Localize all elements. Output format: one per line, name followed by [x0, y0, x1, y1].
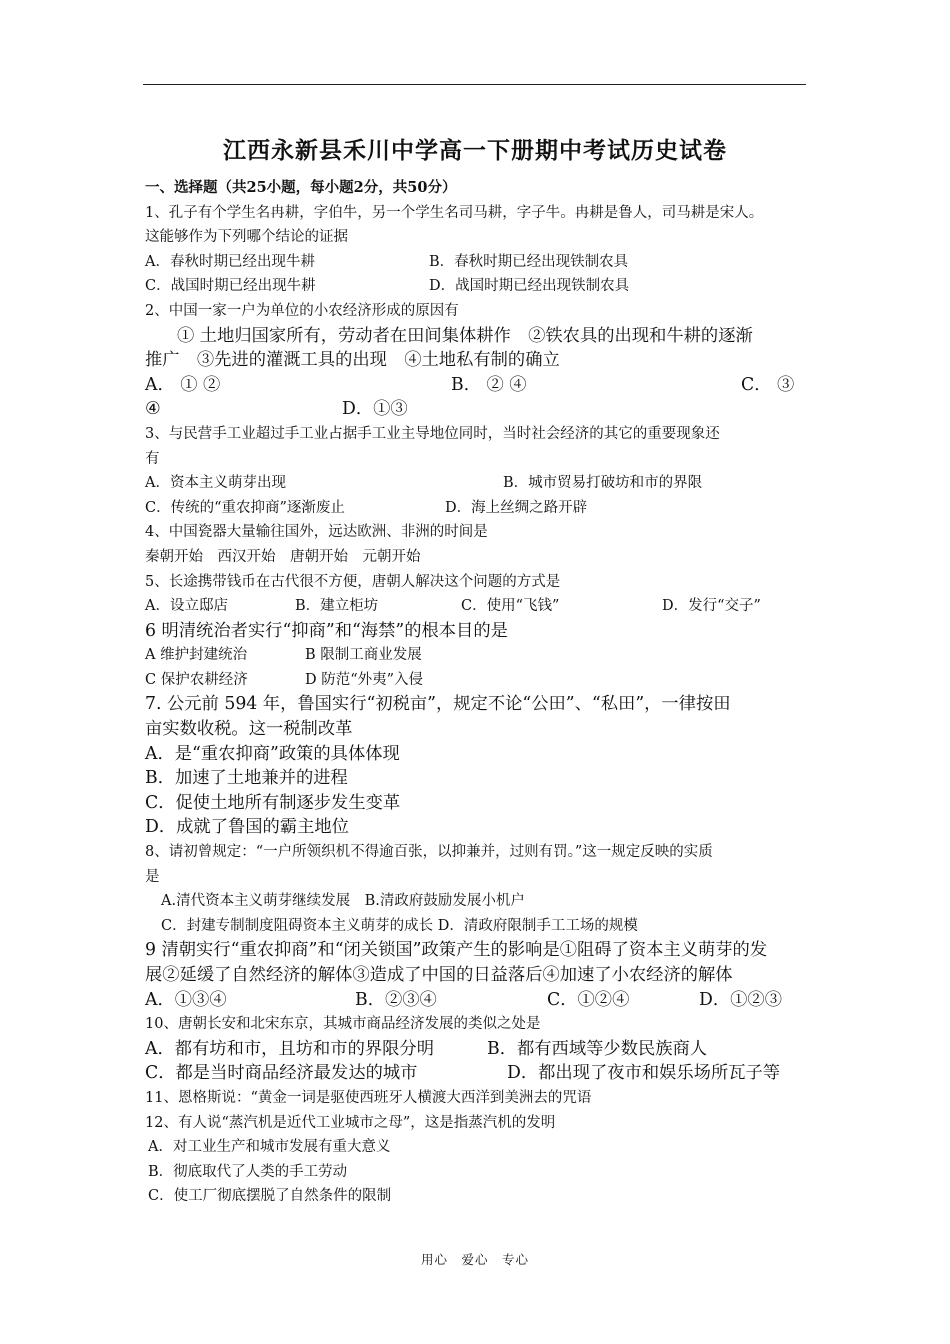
question-4-stem: 4、中国瓷器大量输往国外，远达欧洲、非洲的时间是 — [145, 524, 488, 541]
question-10-options-ab — [145, 1037, 813, 1062]
page-footer: 用心 爱心 专心 — [420, 1252, 529, 1267]
option-d: D．①②③ — [699, 989, 782, 1010]
question-5-options — [145, 594, 813, 619]
question-7-option-c: C．促使土地所有制逐步发生变革 — [145, 792, 401, 813]
option-d: D．战国时期已经出现铁制农具 — [429, 278, 630, 295]
header-rule — [143, 84, 806, 85]
question-12-option-a: A．对工业生产和城市发展有重大意义 — [148, 1139, 391, 1156]
option-b: B．城市贸易打破坊和市的界限 — [503, 475, 703, 492]
option-d: D．海上丝绸之路开辟 — [445, 499, 588, 516]
option-d: D．都出现了夜市和娱乐场所瓦子等 — [507, 1063, 781, 1084]
question-9-stem: 9 清朝实行“重农抑商”和“闭关锁国”政策产生的影响是①阻碍了资本主义萌芽的发 — [145, 940, 768, 961]
option-a: A 维护封建统治 — [145, 647, 248, 664]
option-a: A． ① ② — [145, 374, 221, 395]
question-8-stem: 8、请初曾规定：“一户所领织机不得逾百张，以抑兼并，过则有罚。”这一规定反映的实质 — [145, 844, 713, 861]
option-c: C． ③ — [741, 374, 795, 395]
option-b: B． ② ④ — [451, 374, 527, 395]
question-5-stem: 5、长途携带钱币在古代很不方便，唐朝人解决这个问题的方式是 — [145, 573, 561, 590]
option-d: D．①③ — [342, 399, 408, 420]
question-2-options-d — [145, 397, 813, 422]
option-c: C．传统的“重农抑商”逐渐废止 — [145, 499, 345, 516]
question-6-options-cd — [145, 668, 813, 693]
question-10-options-cd — [145, 1061, 813, 1086]
option-b: B．都有西域等少数民族商人 — [487, 1038, 708, 1059]
question-11-stem: 11、恩格斯说：“黄金一词是驱使西班牙人横渡大西洋到美洲去的咒语 — [145, 1089, 592, 1106]
question-2-options-abc — [145, 373, 813, 398]
question-4-options: 秦朝开始 西汉开始 唐朝开始 元朝开始 — [145, 548, 421, 565]
question-12-option-b: B．彻底取代了人类的手工劳动 — [148, 1163, 348, 1180]
question-3-stem: 3、与民营手工业超过手工业占据手工业主导地位同时，当时社会经济的其它的重要现象还 — [145, 425, 720, 442]
question-7-option-d: D．成就了鲁国的霸主地位 — [145, 817, 349, 838]
question-6-options-ab — [145, 643, 813, 668]
option-a: A．资本主义萌芽出现 — [145, 475, 286, 492]
question-9-options — [145, 988, 813, 1013]
question-1-stem-cont: 这能够作为下列哪个结论的证据 — [145, 229, 348, 246]
question-12-stem: 12、有人说“蒸汽机是近代工业城市之母”，这是指蒸汽机的发明 — [145, 1114, 556, 1131]
question-2-choices-cont: 推广 ③先进的灌溉工具的出现 ④土地私有制的确立 — [145, 350, 560, 371]
question-12-option-c: C．使工厂彻底摆脱了自然条件的限制 — [148, 1188, 392, 1205]
question-3-stem-cont: 有 — [145, 450, 160, 467]
question-8-stem-cont: 是 — [145, 868, 160, 885]
question-10-stem: 10、唐朝长安和北宋东京，其城市商品经济发展的类似之处是 — [145, 1016, 541, 1033]
option-a: A．春秋时期已经出现牛耕 — [145, 253, 315, 270]
option-b: B．春秋时期已经出现铁制农具 — [429, 253, 629, 270]
question-7-stem: 7. 公元前 594 年，鲁国实行“初税亩”，规定不论“公田”、“私田”，一律按田 — [145, 694, 731, 715]
option-d: D 防范“外夷”入侵 — [305, 671, 424, 688]
option-d: D．发行“交子” — [662, 598, 761, 615]
question-9-stem-cont: 展②延缓了自然经济的解体③造成了中国的日益落后④加速了小农经济的解体 — [145, 965, 733, 985]
option-c: C．使用“飞钱” — [461, 598, 560, 615]
option-b: B．建立柜坊 — [295, 598, 379, 615]
question-2-stem: 2、中国一家一户为单位的小农经济形成的原因有 — [145, 302, 459, 319]
question-1-stem: 1、孔子有个学生名冉耕，字伯牛，另一个学生名司马耕，字子牛。冉耕是鲁人，司马耕是宋人。 — [145, 204, 764, 221]
page-title: 江西永新县禾川中学高一下册期中考试历史试卷 — [223, 137, 727, 164]
option-a: A．设立邸店 — [145, 598, 228, 615]
option-c: C．都是当时商品经济最发达的城市 — [145, 1063, 418, 1084]
question-3-options-cd — [145, 496, 813, 521]
exam-content — [145, 176, 813, 1209]
question-7-option-a: A．是“重农抑商”政策的具体体现 — [145, 743, 400, 764]
question-1-options-ab — [145, 250, 813, 275]
option-c-cont: ④ — [145, 399, 161, 420]
question-2-choices: ① 土地归国家所有，劳动者在田间集体耕作 ②铁农具的出现和牛耕的逐渐 — [177, 325, 753, 346]
question-7-option-b: B．加速了土地兼并的进程 — [145, 768, 348, 789]
question-8-options-ab: A.清代资本主义萌芽继续发展 B.清政府鼓励发展小机户 — [161, 893, 525, 910]
option-a: A．都有坊和市，且坊和市的界限分明 — [145, 1038, 434, 1059]
option-c: C 保护农耕经济 — [145, 671, 248, 688]
option-b: B．②③④ — [355, 989, 437, 1010]
question-7-stem-cont: 亩实数收税。这一税制改革 — [145, 719, 353, 740]
option-c: C．战国时期已经出现牛耕 — [145, 278, 316, 295]
option-c: C．①②④ — [547, 989, 630, 1010]
option-b: B 限制工商业发展 — [305, 647, 422, 664]
question-8-options-cd: C．封建专制制度阻碍资本主义萌芽的成长 D．清政府限制手工工场的规模 — [161, 917, 638, 934]
question-1-options-cd — [145, 274, 813, 299]
option-a: A．①③④ — [145, 989, 227, 1010]
question-6-stem: 6 明清统治者实行“抑商”和“海禁”的根本目的是 — [145, 620, 508, 641]
question-3-options-ab — [145, 471, 813, 496]
section-heading: 一、选择题（共25小题，每小题2分，共50分） — [145, 179, 457, 196]
